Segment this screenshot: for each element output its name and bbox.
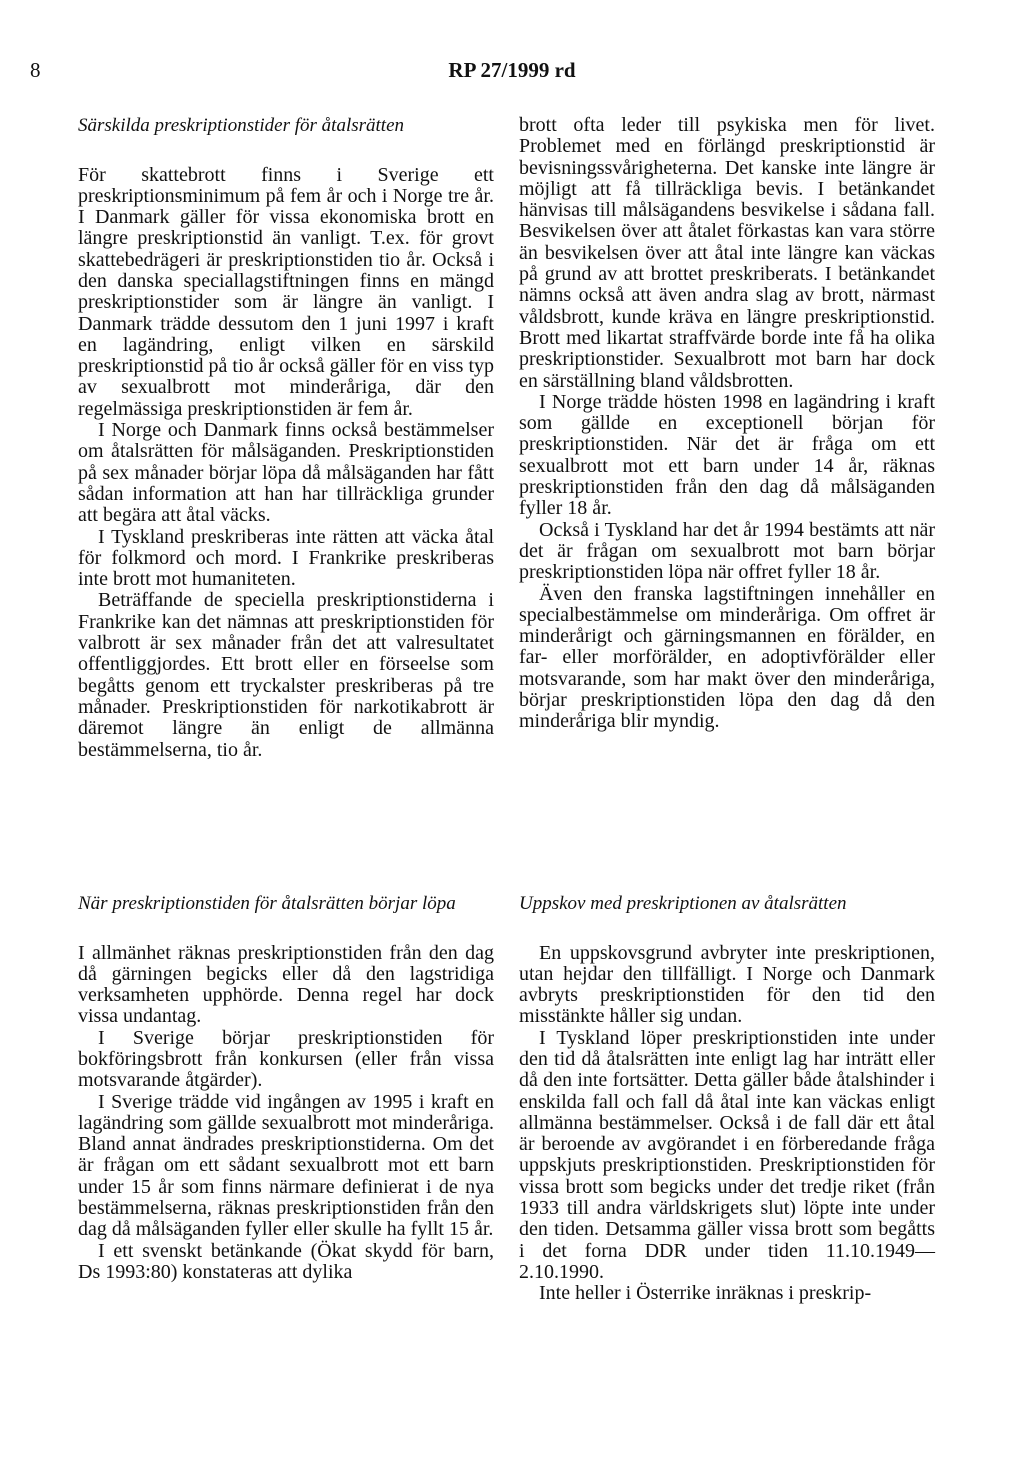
section-heading-special-limitation: Särskilda preskriptionstider för åtalsrätten (78, 115, 404, 136)
page-number: 8 (30, 58, 41, 82)
paragraph: Också i Tyskland har det år 1994 bestämts att när det är frågan om sexualbrott mot barn börjar preskriptionstiden löpa när offret fyller 18 år. (519, 518, 935, 584)
paragraph: I Tyskland preskriberas inte rätten att väcka åtal för folkmord och mord. I Frankrike preskriberas inte brott mot humaniteten. (78, 525, 494, 591)
paragraph: I Sverige trädde vid ingången av 1995 i kraft en lagändring som gällde sexualbrott mot minderåriga. Bland annat ändrades preskriptionstiderna. Om det är frågan om ett sådant sexualbrott mot ett barn under 15 år som finns närmare definierat i de nya bestämmelserna, räknas preskriptionstiden från den dag då målsäganden fyller eller skulle ha fyllt 15 år. (78, 1090, 494, 1241)
paragraph: Inte heller i Österrike inräknas i preskrip- (539, 1282, 872, 1305)
left-column-bottom (78, 893, 494, 1283)
section-heading-start-of-limitation: När preskriptionstiden för åtalsrätten börjar löpa (78, 893, 456, 914)
paragraph: En uppskovsgrund avbryter inte preskriptionen, utan hejdar den tillfälligt. I Norge och Danmark avbryts preskriptionstiden för den tid den misstänkte håller sig undan. (519, 941, 935, 1028)
paragraph: brott ofta leder till psykiska men för livet. Problemet med en förlängd preskriptionstid är bevisningssvårigheterna. Det kanske inte längre är möjligt att få tillräckliga bevis. I betänkandet hänvisas till målsägandens besvikelse i sådana fall. Besvikelsen över att åtalet förkastas kan vara större än besvikelsen över att åtal inte längre kan väckas på grund av att brottet preskriberats. I betänkandet nämns också att även andra slag av brott, närmast våldsbrott, kunde kräva en längre preskriptionstid. Brott med likartat straffvärde borde inte få ha olika preskriptionstider. Sexualbrott mot barn har dock en särställning bland våldsbrotten. (519, 114, 935, 392)
running-title: RP 27/1999 rd (448, 58, 576, 82)
paragraph: Även den franska lagstiftningen innehåller en specialbestämmelse om minderåriga. Om offret är minderårigt och gärningsmannen en förälder, en far- eller morförälder, en adoptivförälder eller motsvarande, som har makt över den minderåriga, börjar preskriptionstiden löpa den dag då den minderåriga blir myndig. (519, 582, 935, 733)
left-column-top (78, 115, 494, 761)
right-column-top (519, 115, 935, 733)
right-column-bottom (519, 893, 935, 1305)
paragraph: Beträffande de speciella preskriptionstiderna i Frankrike kan det nämnas att preskriptionstiden för valbrott är sex månader från det att valresultatet offentliggjordes. Ett brott eller en förseelse som begåtts genom ett tryckalster preskriberas på tre månader. Preskriptionstiden för narkotikabrott är däremot längre än enligt de allmänna bestämmelserna, tio år. (78, 589, 494, 761)
paragraph: I Norge och Danmark finns också bestämmelser om åtalsrätten för målsäganden. Preskriptionstiden på sex månader börjar löpa då målsäganden har fått sådan information att han har tillräckliga grunder att begära att åtal väcks. (78, 419, 494, 527)
paragraph: I Sverige börjar preskriptionstiden för bokföringsbrott från konkursen (eller från vissa motsvarande åtgärder). (78, 1026, 494, 1092)
paragraph: För skattebrott finns i Sverige ett preskriptionsminimum på fem år och i Norge tre år. I Danmark gäller för vissa ekonomiska brott en längre preskriptionstid än vanligt. T.ex. för grovt skattebedrägeri är preskriptionstiden tio år. Också i den danska speciallagstiftningen finns en mängd preskriptionstider som är längre än vanligt. I Danmark trädde dessutom den 1 juni 1997 i kraft en lagändring, enligt vilken en särskild preskriptionstid på tio år också gäller för en viss typ av sexualbrott mot minderåriga, där den regelmässiga preskriptionstiden är fem år. (78, 163, 495, 420)
paragraph: I allmänhet räknas preskriptionstiden från den dag då gärningen begicks eller då den lagstridiga verksamheten upphörde. Denna regel har dock vissa undantag. (78, 941, 494, 1028)
paragraph: I Tyskland löper preskriptionstiden inte under den tid då åtalsrätten inte enligt lag har inträtt eller då den inte fortsätter. Detta gäller både åtalshinder i enskilda fall och fall då åtal inte kan väckas enligt allmänna bestämmelser. Också i de fall där ett åtal är beroende av avgörandet i en förberedande fråga uppskjuts preskriptionstiden. Preskriptionstiden för vissa brott som begicks under det tredje riket (från 1933 till andra världskrigets slut) löpte inte under den tiden. Detsamma gäller vissa brott som begåtts i det forna DDR under tiden 11.10.1949—2.10.1990. (519, 1026, 935, 1283)
paragraph: I Norge trädde hösten 1998 en lagändring i kraft som gällde en exceptionell början för preskriptionstiden. När det är fråga om ett sexualbrott mot ett barn under 14 år, räknas preskriptionstiden från den dag då målsäganden fyller 18 år. (519, 390, 935, 520)
paragraph: I ett svenskt betänkande (Ökat skydd för barn, Ds 1993:80) konstateras att dylika (78, 1239, 494, 1283)
section-heading-suspension: Uppskov med preskriptionen av åtalsrätten (519, 893, 847, 914)
